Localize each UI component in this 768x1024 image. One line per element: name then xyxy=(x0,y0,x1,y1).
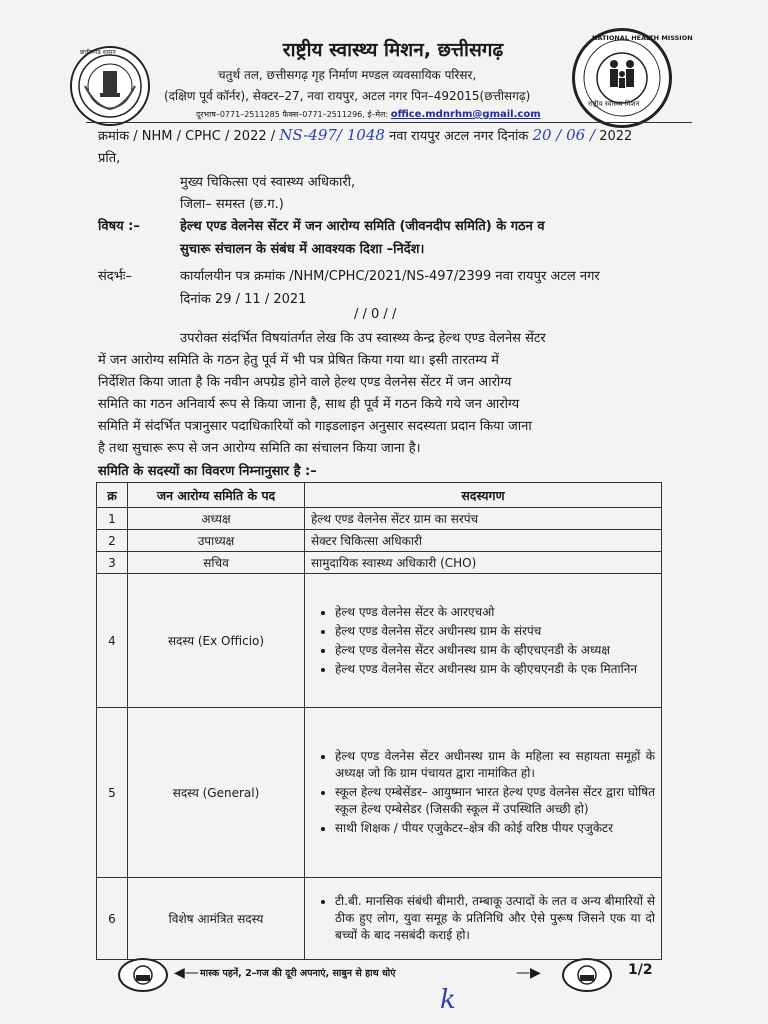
row-post: उपाध्यक्ष xyxy=(128,530,305,552)
recipient-line-2: जिला– समस्त (छ.ग.) xyxy=(180,197,284,212)
state-logo-text: छत्तीसगढ़ शासन xyxy=(80,49,116,56)
ref-date-handwritten: 20 / 06 / xyxy=(532,126,596,144)
email-link[interactable]: office.mdnrhm@gmail.com xyxy=(390,109,541,120)
table-row xyxy=(97,530,662,552)
row-no: 6 xyxy=(97,878,128,960)
row-no: 4 xyxy=(97,574,128,708)
row-member: सेक्टर चिकित्सा अधिकारी xyxy=(305,530,662,552)
arrow-left-icon: ◀— xyxy=(174,965,199,981)
table-row xyxy=(97,574,662,708)
covid-slogan: मास्क पहनें, 2–गज की दूरी अपनाएं, साबुन से हाथ धोएं xyxy=(200,968,396,979)
table-row xyxy=(97,878,662,960)
col-header-members: सदस्यगण xyxy=(305,483,662,508)
row-no: 3 xyxy=(97,552,128,574)
mask-icon xyxy=(128,964,158,986)
subject-label: विषय :– xyxy=(98,219,140,234)
sandarbh-line-1: कार्यालयीन पत्र क्रमांक /NHM/CPHC/2021/NS-497/2399 नवा रायपुर अटल नगर xyxy=(180,269,600,284)
row-member-list xyxy=(305,708,662,878)
recipient-line-1: मुख्य चिकित्सा एवं स्वास्थ्य अधिकारी, xyxy=(180,175,356,190)
subject-line-1: हेल्थ एण्ड वेलनेस सेंटर में जन आरोग्य समिति (जीवनदीप समिति) के गठन व xyxy=(180,219,545,234)
list-item: • स्कूल हेल्थ एम्बेसेंडर– आयुष्मान भारत हेल्थ एण्ड वेलनेस सेंटर द्वारा घोषित स्कूल हेल्थ एम्बेसेडर (जिसकी स्कूल में उपस्थिति अच्छी हो) xyxy=(335,784,655,818)
list-item: • हेल्थ एण्ड वेलनेस सेंटर अधीनस्थ ग्राम के महिला स्व सहायता समूहों के अध्यक्ष जो कि ग्राम पंचायत द्वारा नामांकित हो। xyxy=(335,748,655,782)
col-header-no: क्र xyxy=(97,483,128,508)
para-line-2: में जन आरोग्य समिति के गठन हेतु पूर्व में भी पत्र प्रेषित किया गया था। इसी तारतम्य में xyxy=(98,353,499,368)
mask-face-icon xyxy=(118,958,168,992)
table-row xyxy=(97,552,662,574)
row-post: अध्यक्ष xyxy=(128,508,305,530)
row-no: 5 xyxy=(97,708,128,878)
nhm-logo-text: NATIONAL HEALTH MISSION xyxy=(592,34,693,42)
list-item: • हेल्थ एण्ड वेलनेस सेंटर अधीनस्थ ग्राम के व्हीएचएनडी के अध्यक्ष xyxy=(335,642,655,659)
members-table xyxy=(96,482,662,960)
row-post: विशेष आमंत्रित सदस्य xyxy=(128,878,305,960)
row-member: हेल्थ एण्ड वेलनेस सेंटर ग्राम का सरपंच xyxy=(305,508,662,530)
row-member: सामुदायिक स्वास्थ्य अधिकारी (CHO) xyxy=(305,552,662,574)
para-line-4: समिति का गठन अनिवार्य रूप से किया जाना है, साथ ही पूर्व में गठन किये गये जन आरोग्य xyxy=(98,397,520,412)
row-post: सचिव xyxy=(128,552,305,574)
table-row xyxy=(97,508,662,530)
page-number: 1/2 xyxy=(628,962,653,978)
nhm-logo-subtext: राष्ट्रीय स्वास्थ्य मिशन xyxy=(588,100,640,108)
list-item: • हेल्थ एण्ड वेलनेस सेंटर के आरएचओ xyxy=(335,604,655,621)
arrow-right-icon: —▶ xyxy=(516,965,541,981)
para-line-5: समिति में संदर्भित पत्रानुसार पदाधिकारियों को गाइडलाइन अनुसार सदस्यता प्रदान किया जाना xyxy=(98,419,532,434)
prati: प्रति, xyxy=(98,151,121,166)
subject-line-2: सुचारू संचालन के संबंध में आवश्यक दिशा –निर्देश। xyxy=(180,242,425,257)
reference-line xyxy=(98,126,632,144)
ref-year: 2022 xyxy=(599,129,633,144)
row-post: सदस्य (General) xyxy=(128,708,305,878)
footer-slogan-bar xyxy=(118,958,653,992)
header-divider xyxy=(86,122,692,123)
sandarbh-line-2: दिनांक 29 / 11 / 2021 xyxy=(180,292,307,307)
col-header-post: जन आरोग्य समिति के पद xyxy=(128,483,305,508)
list-item: • हेल्थ एण्ड वेलनेस सेंटर अधीनस्थ ग्राम के व्हीएचएनडी के एक मितानिन xyxy=(335,661,655,678)
table-header-row xyxy=(97,483,662,508)
list-item: • हेल्थ एण्ड वेलनेस सेंटर अधीनस्थ ग्राम के संरपंच xyxy=(335,623,655,640)
contact-line xyxy=(196,109,541,120)
contact-numbers: दूरभाष–0771–2511285 फैक्स–0771–2511296, ई–मेल: xyxy=(196,110,389,119)
row-no: 2 xyxy=(97,530,128,552)
table-heading: समिति के सदस्यों का विवरण निम्नानुसार है :– xyxy=(98,464,317,479)
address-line-2: (दक्षिण पूर्व कॉर्नर), सेक्टर–27, नवा रायपुर, अटल नगर पिन–492015(छत्तीसगढ़) xyxy=(164,89,531,103)
sandarbh-label: संदर्भः– xyxy=(98,269,132,284)
mask-face-icon xyxy=(562,958,612,992)
para-line-6: है तथा सुचारू रूप से जन आरोग्य समिति का संचालन किया जाना है। xyxy=(98,441,421,456)
para-line-1: उपरोक्त संदर्भित विषयांतर्गत लेख कि उप स्वास्थ्य केन्द्र हेल्थ एण्ड वेलनेस सेंटर xyxy=(180,331,546,346)
para-line-3: निर्देशित किया जाता है कि नवीन अपग्रेड होने वाले हेल्थ एण्ड वेलनेस सेंटर में जन आरोग्य xyxy=(98,375,512,390)
row-no: 1 xyxy=(97,508,128,530)
mask-icon xyxy=(572,964,602,986)
ref-place-date: नवा रायपुर अटल नगर दिनांक xyxy=(389,129,529,144)
handwritten-initial: k xyxy=(440,985,456,1015)
table-row xyxy=(97,708,662,878)
row-member-list xyxy=(305,574,662,708)
address-line-1: चतुर्थ तल, छत्तीसगढ़ गृह निर्माण मण्डल व्यवसायिक परिसर, xyxy=(218,68,477,82)
list-item: • साथी शिक्षक / पीयर एजुकेटर–क्षेत्र की कोई वरिष्ठ पीयर एजुकेटर xyxy=(335,820,655,837)
row-member-list xyxy=(305,878,662,960)
ref-number-handwritten: NS-497/ 1048 xyxy=(279,126,385,144)
ref-prefix: क्रमांक / NHM / CPHC / 2022 / xyxy=(98,129,276,144)
list-item: • टी.बी. मानसिक संबंधी बीमारी, तम्बाकू उत्पादों के लत व अन्य बीमारियों से ठीक हुए लोग, युवा समूह के प्रतिनिधि और ऐसे पुरूष जिसने एक या दो बच्चों के बाद नसबंदी कराई हो। xyxy=(335,893,655,944)
row-post: सदस्य (Ex Officio) xyxy=(128,574,305,708)
org-title: राष्ट्रीय स्वास्थ्य मिशन, छत्तीसगढ़ xyxy=(282,39,504,61)
separator: / / 0 / / xyxy=(354,307,397,322)
